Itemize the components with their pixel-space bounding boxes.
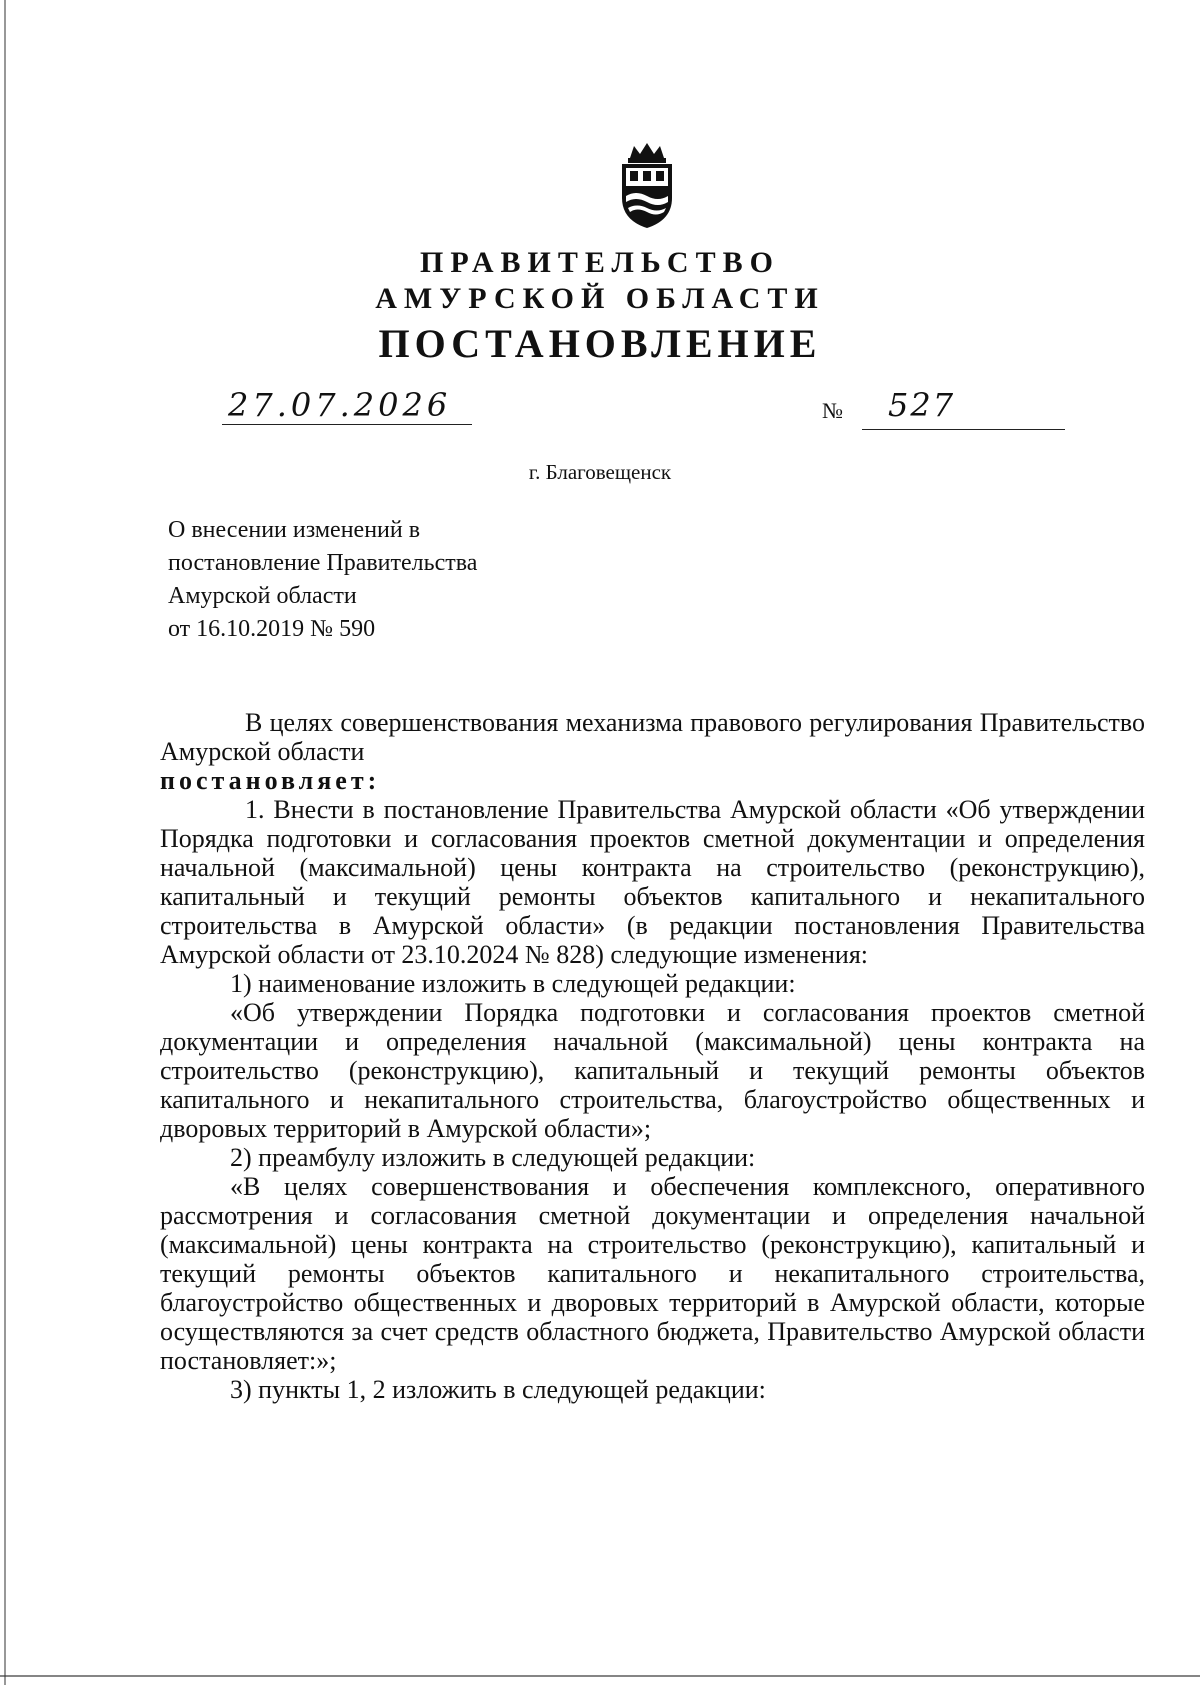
coat-of-arms-icon bbox=[612, 140, 682, 230]
sub-item-1-heading: 1) наименование изложить в следующей редакции: bbox=[230, 969, 796, 998]
document-date: 27.07.2026 bbox=[228, 386, 452, 424]
government-name-line1: ПРАВИТЕЛЬСТВО bbox=[420, 246, 780, 279]
subject-line: Амурской области bbox=[168, 583, 357, 609]
number-sign: № bbox=[822, 398, 843, 423]
sub-item-3-heading: 3) пункты 1, 2 изложить в следующей редакции: bbox=[230, 1375, 766, 1404]
date-underline bbox=[222, 424, 472, 425]
resolves-paragraph bbox=[160, 766, 1145, 795]
subject-line: постановление Правительства bbox=[168, 550, 478, 576]
document-number: 527 bbox=[888, 386, 956, 424]
document-body bbox=[160, 708, 1145, 1404]
number-underline bbox=[862, 429, 1065, 430]
document-title: ПОСТАНОВЛЕНИЕ bbox=[378, 321, 822, 366]
sub-item-2-text: «В целях совершенствования и обеспечения комплексного, оперативного рассмотрения и согласования сметной документации и определения начальной (максимальной) цены контракта на строительство (реконструкцию), капитальный и текущий ремонты объектов капитального и некапитального строительства, благоустройство общественных и дворовых территорий в Амурской области, которые осуществляются за счет средств областного бюджета, Правительство Амурской области постановляет:»; bbox=[160, 1172, 1145, 1375]
government-name-line2: АМУРСКОЙ ОБЛАСТИ bbox=[375, 282, 825, 315]
resolves-label: постановляет: bbox=[160, 766, 381, 795]
scan-edge-bottom bbox=[0, 1675, 1200, 1677]
sub-item-1-text: «Об утверждении Порядка подготовки и согласования проектов сметной документации и определения начальной (максимальной) цены контракта на строительство (реконструкцию), капитальный и текущий ремонты объектов капитального и некапитального строительства, благоустройство общественных и дворовых территорий в Амурской области»; bbox=[160, 998, 1145, 1143]
document-subject bbox=[168, 514, 477, 646]
city-label: г. Благовещенск bbox=[528, 460, 672, 484]
subject-line: от 16.10.2019 № 590 bbox=[168, 616, 376, 642]
item-1-paragraph: 1. Внести в постановление Правительства Амурской области «Об утверждении Порядка подготовки и согласования проектов сметной документации и определения начальной (максимальной) цены контракта на строительство (реконструкцию), капитальный и текущий ремонты объектов капитального и некапитального строительства в Амурской области» (в редакции постановления Правительства Амурской области от 23.10.2024 № 828) следующие изменения: bbox=[160, 795, 1145, 969]
preamble-paragraph: В целях совершенствования механизма правового регулирования Правительство Амурской области bbox=[160, 708, 1145, 766]
subject-line: О внесении изменений в bbox=[168, 517, 421, 543]
sub-item-2-heading: 2) преамбулу изложить в следующей редакции: bbox=[230, 1143, 756, 1172]
